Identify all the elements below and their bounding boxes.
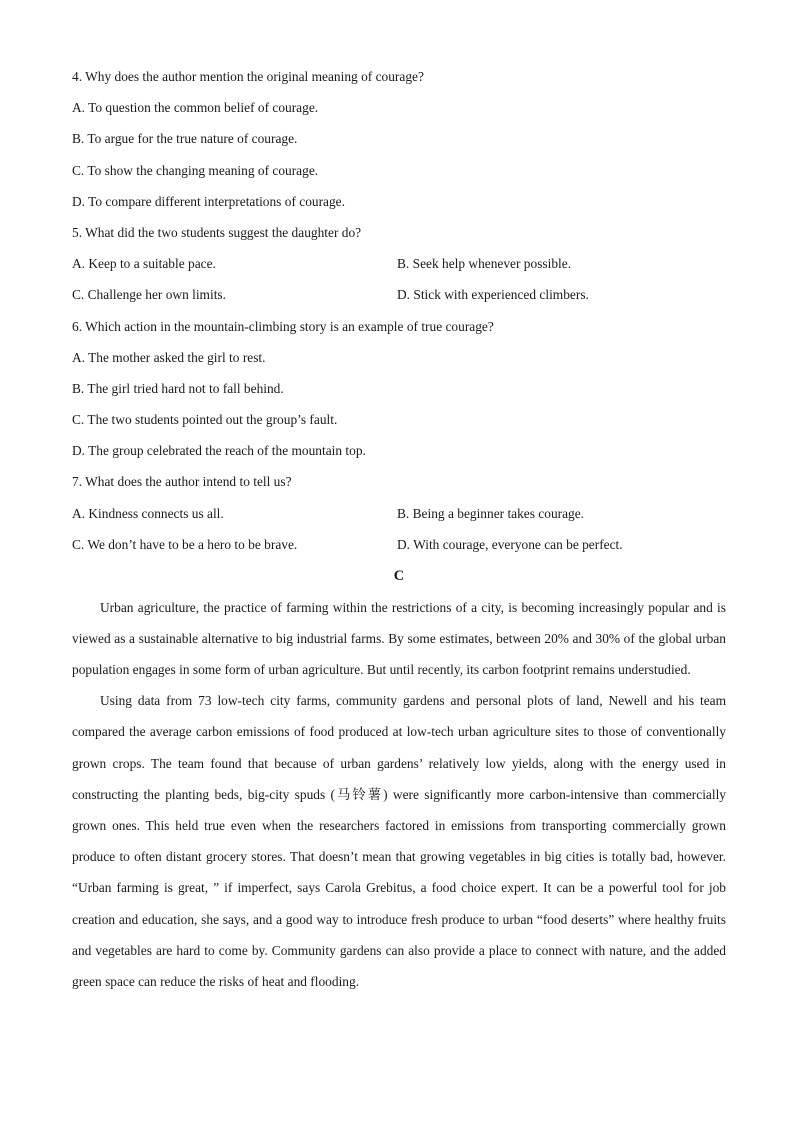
question-7-options-row-1	[72, 503, 726, 534]
document-page	[72, 66, 726, 997]
question-4-option-b: B. To argue for the true nature of courage.	[72, 131, 298, 147]
question-4-option-d: D. To compare different interpretations of courage.	[72, 193, 345, 209]
question-5-option-b: B. Seek help whenever possible.	[397, 256, 572, 272]
question-7-option-d: D. With courage, everyone can be perfect.	[397, 536, 623, 552]
question-6-stem: 6. Which action in the mountain-climbing story is an example of true courage?	[72, 318, 494, 334]
question-4-option-c: C. To show the changing meaning of courage.	[72, 162, 319, 178]
question-5-options-row-1	[72, 253, 726, 284]
question-5-options-row-2	[72, 284, 726, 315]
question-7-option-b: B. Being a beginner takes courage.	[397, 505, 585, 521]
question-5-option-d: D. Stick with experienced climbers.	[397, 287, 589, 303]
question-5-stem: 5. What did the two students suggest the daughter do?	[72, 224, 362, 240]
passage-paragraph-1: Urban agriculture, the practice of farming within the restrictions of a city, is becoming increasingly popular and is viewed as a sustainable alternative to big industrial farms. By some estimates, between 20% and 30% of the global urban population engages in some form of urban agriculture. But until recently, its carbon footprint remains understudied.	[72, 599, 726, 677]
question-7-option-a: A. Kindness connects us all.	[72, 505, 224, 521]
question-6-option-b: B. The girl tried hard not to fall behind.	[72, 380, 284, 396]
question-4-option-a: A. To question the common belief of courage.	[72, 100, 319, 116]
question-5-option-c: C. Challenge her own limits.	[72, 287, 226, 303]
question-7-option-c: C. We don’t have to be a hero to be brave.	[72, 536, 298, 552]
passage-paragraph-2: Using data from 73 low-tech city farms, community gardens and personal plots of land, Newell and his team compared the average carbon emissions of food produced at low-tech urban agriculture sites to those of conventionally grown crops. The team found that because of urban gardens’ relatively low yields, along with the energy used in constructing the planting beds, big-city spuds (马铃薯) were significantly more carbon-intensive than commercially grown ones. This held true even when the researchers factored in emissions from transporting commercially grown produce to often distant grocery stores. That doesn’t mean that growing vegetables in big cities is totally bad, however. “Urban farming is great, ” if imperfect, says Carola Grebitus, a food choice expert. It can be a powerful tool for job creation and education, she says, and a good way to introduce fresh produce to urban “food deserts” where healthy fruits and vegetables are hard to come by. Community gardens can also provide a place to connect with nature, and the added green space can reduce the risks of heat and flooding.	[72, 693, 726, 990]
question-5-option-a: A. Keep to a suitable pace.	[72, 256, 216, 272]
question-4-stem: 4. Why does the author mention the original meaning of courage?	[72, 69, 424, 84]
question-7-stem: 7. What does the author intend to tell us?	[72, 474, 292, 490]
question-6-option-c: C. The two students pointed out the group’s fault.	[72, 412, 338, 428]
question-6-option-d: D. The group celebrated the reach of the mountain top.	[72, 443, 366, 459]
section-heading: C	[393, 568, 405, 584]
question-7-options-row-2	[72, 534, 726, 565]
question-6-option-a: A. The mother asked the girl to rest.	[72, 349, 266, 365]
